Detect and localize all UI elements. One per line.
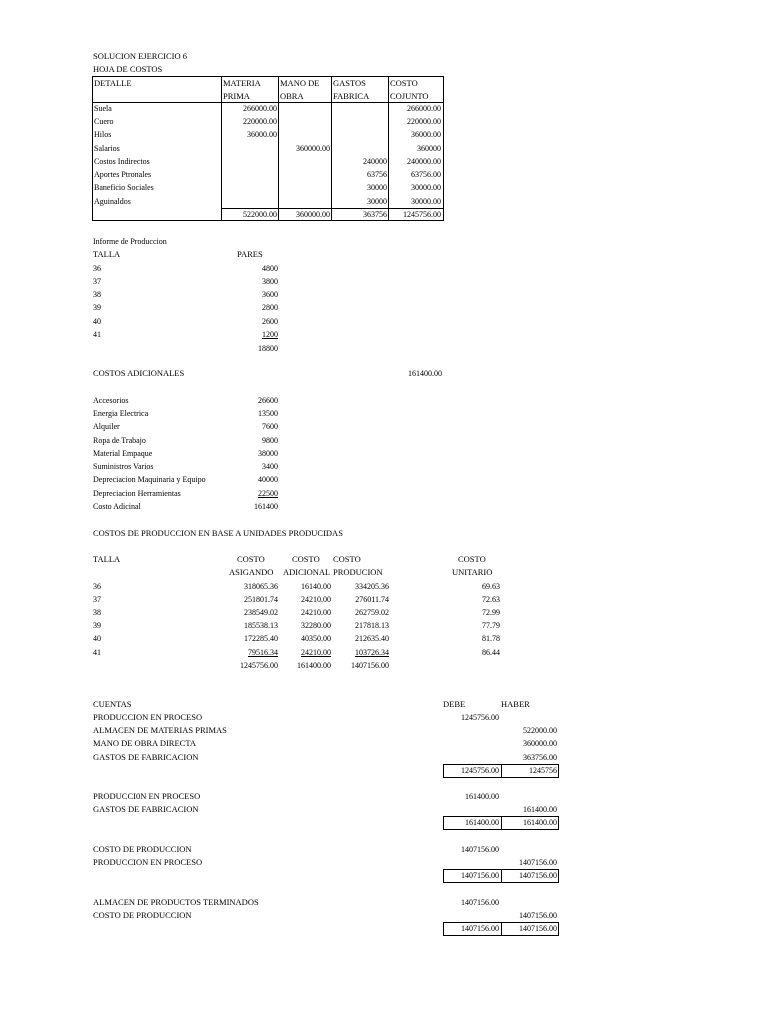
- cost-item-label: Suministros Varios: [93, 462, 154, 471]
- costo-adicional: 16140.00: [301, 582, 331, 591]
- section-title: COSTOS DE PRODUCCION EN BASE A UNIDADES PRODUCIDAS: [93, 528, 343, 538]
- talla-value: 37: [93, 595, 101, 604]
- total-debe: 1407156.00: [461, 924, 499, 933]
- section-title: COSTOS ADICIONALES: [93, 368, 185, 378]
- cost-row-label: Costos Indirectos: [94, 157, 150, 166]
- cost-total-mp: 522000.00: [243, 210, 277, 219]
- pares-value: 2800: [262, 303, 278, 312]
- col-header-cuentas: CUENTAS: [93, 699, 132, 709]
- talla-value: 38: [93, 290, 101, 299]
- costo-produccion: 103726.34: [355, 648, 389, 657]
- cost-row-gf: 30000: [367, 197, 387, 206]
- cost-total-gf: 363756: [363, 210, 387, 219]
- cost-total-mo: 360000.00: [296, 210, 330, 219]
- col-header-adicional: ADICIONAL: [283, 567, 331, 577]
- col-header-producion: PRODUCION: [333, 567, 383, 577]
- cost-item-value: 22500: [258, 489, 278, 498]
- total-costo-adicional: 161400.00: [297, 661, 331, 670]
- talla-value: 39: [93, 303, 101, 312]
- col-header-costo: COSTO: [458, 554, 486, 564]
- cost-row-mo: 360000.00: [296, 144, 330, 153]
- cost-row-label: Suela: [94, 104, 112, 113]
- header-cojunto: COJUNTO: [390, 91, 429, 101]
- col-header-costo: COSTO: [292, 554, 320, 564]
- account-name: GASTOS DE FABRICACION: [93, 752, 199, 762]
- haber-value: 360000.00: [523, 739, 557, 748]
- costo-adicional: 24210.00: [301, 595, 331, 604]
- costo-produccion: 217818.13: [355, 621, 389, 630]
- cost-item-value: 7600: [262, 422, 278, 431]
- haber-value: 522000.00: [523, 726, 557, 735]
- costo-unitario: 72.63: [482, 595, 500, 604]
- pares-value: 4800: [262, 264, 278, 273]
- total-costo-asignado: 1245756.00: [240, 661, 278, 670]
- col-header-asigando: ASIGANDO: [229, 567, 274, 577]
- cost-item-label: Accesorios: [93, 396, 129, 405]
- cost-row-label: Aguinaldos: [94, 197, 131, 206]
- header-obra: OBRA: [280, 91, 304, 101]
- costo-unitario: 77.79: [482, 621, 500, 630]
- costo-adicional: 24210.00: [301, 648, 331, 657]
- account-name: COSTO DE PRODUCCION: [93, 910, 192, 920]
- cost-item-label: Energia Electrica: [93, 409, 149, 418]
- talla-value: 41: [93, 648, 101, 657]
- cost-item-value: 40000: [258, 475, 278, 484]
- total-debe: 161400.00: [465, 818, 499, 827]
- header-fabrica: FABRICA: [333, 91, 370, 101]
- cost-row-cc: 30000.00: [411, 197, 441, 206]
- cost-row-cc: 36000.00: [411, 130, 441, 139]
- total-haber: 1407156.00: [519, 871, 557, 880]
- cost-row-label: Baneficio Sociales: [94, 183, 154, 192]
- talla-value: 39: [93, 621, 101, 630]
- account-name: ALMACEN DE PRODUCTOS TERMINADOS: [93, 897, 259, 907]
- cost-item-label: Depreciacion Herramientas: [93, 489, 181, 498]
- cost-item-label: Alquiler: [93, 422, 120, 431]
- costo-produccion: 334205.36: [355, 582, 389, 591]
- account-name: MANO DE OBRA DIRECTA: [93, 738, 196, 748]
- total-haber: 1407156.00: [519, 924, 557, 933]
- document-subtitle: HOJA DE COSTOS: [93, 64, 163, 74]
- cost-row-label: Salarios: [94, 144, 120, 153]
- costo-unitario: 72.99: [482, 608, 500, 617]
- debe-value: 1407156.00: [461, 898, 499, 907]
- header-detalle: DETALLE: [94, 78, 132, 88]
- talla-value: 37: [93, 277, 101, 286]
- account-name: GASTOS DE FABRICACION: [93, 804, 199, 814]
- costo-asignado: 172285.40: [244, 634, 278, 643]
- cost-item-label: Depreciacion Maquinaria y Equipo: [93, 475, 206, 484]
- cost-row-mp: 36000.00: [247, 130, 277, 139]
- cost-item-value: 9800: [262, 436, 278, 445]
- total-debe: 1407156.00: [461, 871, 499, 880]
- haber-value: 161400.00: [523, 805, 557, 814]
- cost-total-label: Costo Adicinal: [93, 502, 141, 511]
- pares-total: 18800: [258, 344, 278, 353]
- costo-asignado: 251801.74: [244, 595, 278, 604]
- costo-unitario: 69.63: [482, 582, 500, 591]
- pares-value: 2600: [262, 317, 278, 326]
- additional-costs-amount: 161400.00: [408, 369, 442, 378]
- cost-row-gf: 30000: [367, 183, 387, 192]
- document-title: SOLUCION EJERCICIO 6: [93, 51, 187, 61]
- col-header-costo: COSTO: [237, 554, 265, 564]
- header-costo: COSTO: [390, 78, 418, 88]
- header-materia: MATERIA: [223, 78, 261, 88]
- cost-row-cc: 240000.00: [407, 157, 441, 166]
- costo-asignado: 79516.34: [248, 648, 278, 657]
- costo-adicional: 24210.00: [301, 608, 331, 617]
- cost-row-mp: 266000.00: [243, 104, 277, 113]
- costo-produccion: 212635.40: [355, 634, 389, 643]
- cost-row-label: Aportes Ptronales: [94, 170, 152, 179]
- col-header-talla: TALLA: [93, 249, 121, 259]
- header-gastos: GASTOS: [333, 78, 366, 88]
- total-debe: 1245756.00: [461, 766, 499, 775]
- cost-row-label: Cuero: [94, 117, 114, 126]
- pares-value: 1200: [262, 330, 278, 339]
- cost-row-cc: 360000: [417, 144, 441, 153]
- grid-line: [221, 76, 222, 220]
- cost-item-value: 38000: [258, 449, 278, 458]
- costo-unitario: 86.44: [482, 648, 500, 657]
- debe-value: 161400.00: [465, 792, 499, 801]
- cost-row-cc: 220000.00: [407, 117, 441, 126]
- talla-value: 36: [93, 582, 101, 591]
- header-prima: PRIMA: [223, 91, 250, 101]
- costo-adicional: 32280.00: [301, 621, 331, 630]
- cost-row-label: Hilos: [94, 130, 112, 139]
- cost-row-gf: 63756: [367, 170, 387, 179]
- cost-row-cc: 266000.00: [407, 104, 441, 113]
- costo-asignado: 185538.13: [244, 621, 278, 630]
- haber-value: 1407156.00: [519, 911, 557, 920]
- header-mano-de: MANO DE: [280, 78, 320, 88]
- cost-total-value: 161400: [254, 502, 278, 511]
- costo-produccion: 276011.74: [355, 595, 389, 604]
- col-header-talla: TALLA: [93, 554, 121, 564]
- cost-item-value: 3400: [262, 462, 278, 471]
- total-haber: 161400.00: [523, 818, 557, 827]
- costo-asignado: 318065.36: [244, 582, 278, 591]
- account-name: PRODUCCION EN PROCESO: [93, 857, 203, 867]
- talla-value: 41: [93, 330, 101, 339]
- cost-item-value: 13500: [258, 409, 278, 418]
- cost-row-gf: 240000: [363, 157, 387, 166]
- pares-value: 3800: [262, 277, 278, 286]
- col-header-debe: DEBE: [443, 699, 466, 709]
- cost-row-cc: 30000.00: [411, 183, 441, 192]
- talla-value: 38: [93, 608, 101, 617]
- costo-unitario: 81.78: [482, 634, 500, 643]
- talla-value: 40: [93, 317, 101, 326]
- account-name: ALMACEN DE MATERIAS PRIMAS: [93, 725, 227, 735]
- account-name: PRODUCCION EN PROCESO: [93, 712, 203, 722]
- cost-total-cc: 1245756.00: [403, 210, 441, 219]
- total-haber: 1245756: [529, 766, 557, 775]
- talla-value: 40: [93, 634, 101, 643]
- section-title: Informe de Produccion: [93, 237, 167, 246]
- col-header-pares: PARES: [237, 249, 263, 259]
- costo-produccion: 262759.02: [355, 608, 389, 617]
- col-header-unitario: UNITARIO: [452, 567, 493, 577]
- debe-value: 1245756.00: [461, 713, 499, 722]
- costo-adicional: 40350.00: [301, 634, 331, 643]
- cost-item-label: Material Empaque: [93, 449, 153, 458]
- debe-value: 1407156.00: [461, 845, 499, 854]
- cost-row-mp: 220000.00: [243, 117, 277, 126]
- total-costo-produccion: 1407156.00: [351, 661, 389, 670]
- cost-item-label: Ropa de Trabajo: [93, 436, 146, 445]
- cost-item-value: 26600: [258, 396, 278, 405]
- haber-value: 363756.00: [523, 753, 557, 762]
- account-name: COSTO DE PRODUCCION: [93, 844, 192, 854]
- pares-value: 3600: [262, 290, 278, 299]
- cost-row-cc: 63756.00: [411, 170, 441, 179]
- col-header-haber: HABER: [501, 699, 530, 709]
- col-header-costo: COSTO: [333, 554, 361, 564]
- haber-value: 1407156.00: [519, 858, 557, 867]
- talla-value: 36: [93, 264, 101, 273]
- account-name: PRODUCCI0N EN PROCESO: [93, 791, 201, 801]
- costo-asignado: 238549.02: [244, 608, 278, 617]
